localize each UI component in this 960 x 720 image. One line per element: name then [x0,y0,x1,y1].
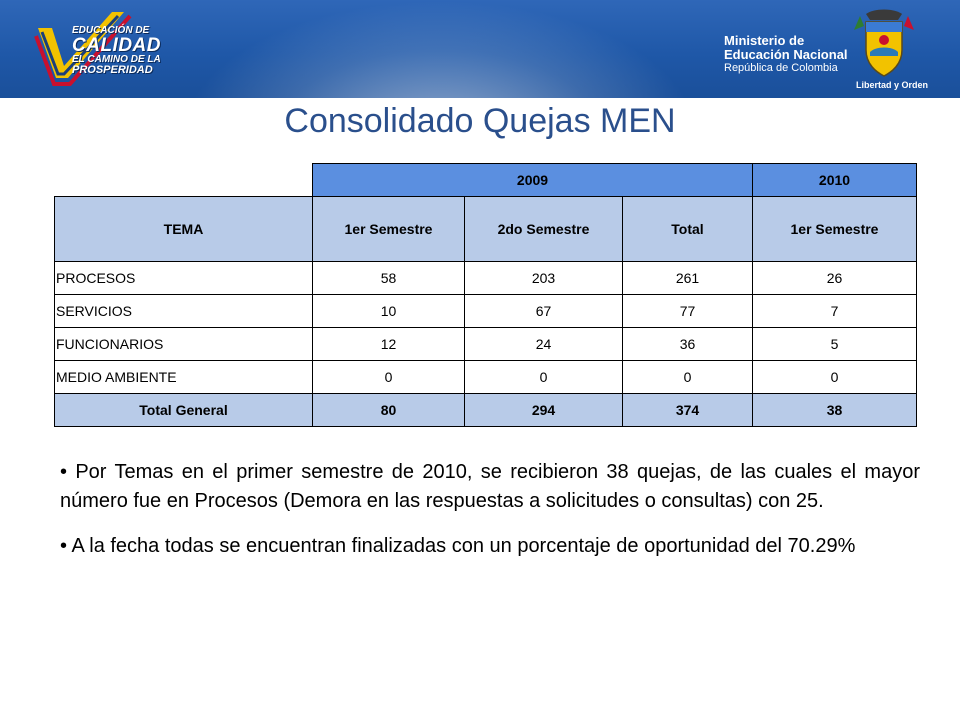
coat-of-arms-icon [852,8,916,80]
motto-text: Libertad y Orden [856,80,929,90]
cell-s2-2009: 67 [465,295,623,328]
logo-text [72,26,161,76]
table-row [55,262,917,295]
column-header-row [55,197,917,262]
year-2009-header: 2009 [313,164,753,197]
cell-total-2009: 36 [623,328,753,361]
bullet-item: • A la fecha todas se encuentran finalizadas con un porcentaje de oportunidad del 70.29% [60,535,856,557]
cell-s1-2010: 7 [753,295,917,328]
header-decoration [180,0,700,98]
col-header-total-2009: Total [623,197,753,262]
cell-s2-2009: 203 [465,262,623,295]
cell-s2-2009: 0 [465,361,623,394]
total-row [55,394,917,427]
cell-total-2009: 0 [623,361,753,394]
ministry-line1: Ministerio de [724,33,805,48]
cell-tema: SERVICIOS [55,295,313,328]
cell-s1-2010: 0 [753,361,917,394]
total-label: Total General [55,394,313,427]
cell-tema: MEDIO AMBIENTE [55,361,313,394]
total-total-2009: 374 [623,394,753,427]
bullet-list [60,458,920,577]
total-s1-2010: 38 [753,394,917,427]
cell-tema: FUNCIONARIOS [55,328,313,361]
cell-s1-2009: 58 [313,262,465,295]
total-s1-2009: 80 [313,394,465,427]
logo-line2: CALIDAD [72,35,161,56]
logo-line4: PROSPERIDAD [72,64,153,76]
table-row [55,295,917,328]
ministry-line2: Educación Nacional [724,46,848,62]
ministry-line3: República de Colombia [724,62,838,75]
col-header-tema: TEMA [55,197,313,262]
year-2010-header: 2010 [753,164,917,197]
cell-total-2009: 261 [623,262,753,295]
header-banner [0,0,960,98]
cell-s1-2010: 5 [753,328,917,361]
cell-s1-2009: 0 [313,361,465,394]
logo-line3: EL CAMINO DE LA [72,54,161,65]
page-title: Consolidado Quejas MEN [284,102,676,140]
year-header-row [55,164,917,197]
bullet-item: • Por Temas en el primer semestre de 2010, se recibieron 38 quejas, de las cuales el mayor número fue en Procesos (Demora en las respuestas a solicitudes o consultas) con 25. [60,461,920,512]
ministry-name [724,34,848,75]
col-header-2do-semestre-2009: 2do Semestre [465,197,623,262]
complaints-table [54,163,917,427]
table-row [55,328,917,361]
logo-line1: EDUCACIÓN DE [72,25,150,36]
empty-header-cell [55,164,313,197]
cell-s1-2009: 12 [313,328,465,361]
table-row [55,361,917,394]
cell-s2-2009: 24 [465,328,623,361]
total-s2-2009: 294 [465,394,623,427]
cell-tema: PROCESOS [55,262,313,295]
col-header-1er-semestre-2010: 1er Semestre [753,197,917,262]
col-header-1er-semestre-2009: 1er Semestre [313,197,465,262]
cell-s1-2009: 10 [313,295,465,328]
cell-total-2009: 77 [623,295,753,328]
cell-s1-2010: 26 [753,262,917,295]
